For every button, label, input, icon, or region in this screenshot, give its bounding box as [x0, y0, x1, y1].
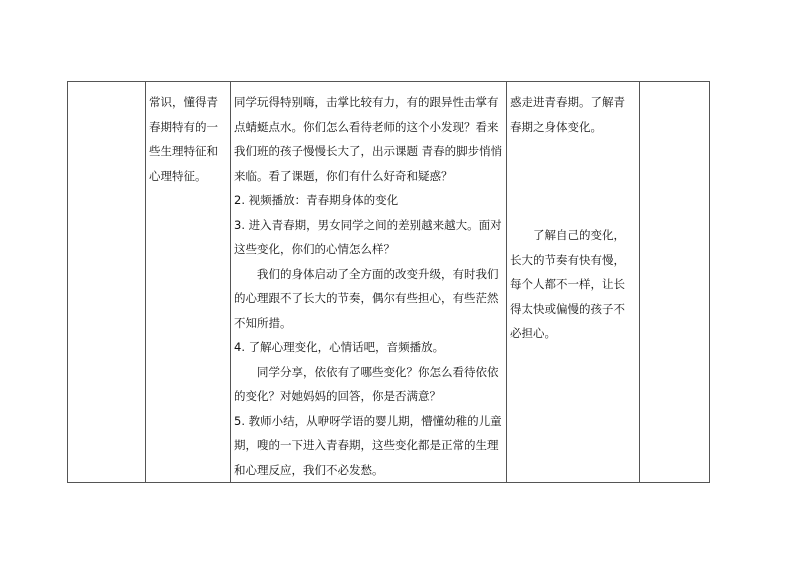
cell-empty-right: [640, 82, 710, 483]
process-paragraph: 5. 教师小结，从咿呀学语的婴儿期，懵懂幼稚的儿童期，嗖的一下进入青春期，这些变化都是正常的生理和心理反应，我们不必发愁。: [234, 413, 502, 477]
process-paragraph: 2. 视频播放：青春期身体的变化: [234, 193, 399, 207]
teaching-process-text: [231, 82, 506, 482]
lesson-plan-table: [67, 81, 710, 483]
cell-design-intent: [507, 82, 640, 483]
spacer: [510, 139, 636, 223]
cell-teaching-process: [231, 82, 507, 483]
process-paragraph: 4. 了解心理变化，心情话吧，音频播放。: [234, 340, 445, 354]
process-paragraph: 同学玩得特别嗨，击掌比较有力，有的跟异性击掌有点蜻蜓点水。你们怎么看待老师的这个小发现？看来我们班的孩子慢慢长大了，出示课题 青春的脚步悄悄来临。看了课题，你们有什么好奇和疑惑？: [234, 95, 503, 183]
design-intent-top: 惑走进青春期。了解青春期之身体变化。: [510, 95, 625, 134]
process-paragraph: 3. 进入青春期，男女同学之间的差别越来越大。面对这些变化，你们的心情怎么样？: [234, 217, 502, 256]
process-paragraph: 我们的身体启动了全方面的改变升级，有时我们的心理跟不了长大的节奏，偶尔有些担心，有些茫然不知所措。: [234, 266, 499, 330]
process-paragraph: 同学分享，依依有了哪些变化？你怎么看待依依的变化？对她妈妈的回答，你是否满意？: [234, 364, 499, 403]
cell-empty-left: [68, 82, 146, 483]
objectives-text: 常识，懂得青春期特有的一些生理特征和心理特征。: [149, 95, 218, 183]
cell-objectives: [146, 82, 231, 483]
table-row: [68, 82, 710, 483]
design-intent-bottom: 了解自己的变化，长大的节奏有快有慢，每个人都不一样，让长得太快或偏慢的孩子不必担心。: [510, 228, 625, 340]
